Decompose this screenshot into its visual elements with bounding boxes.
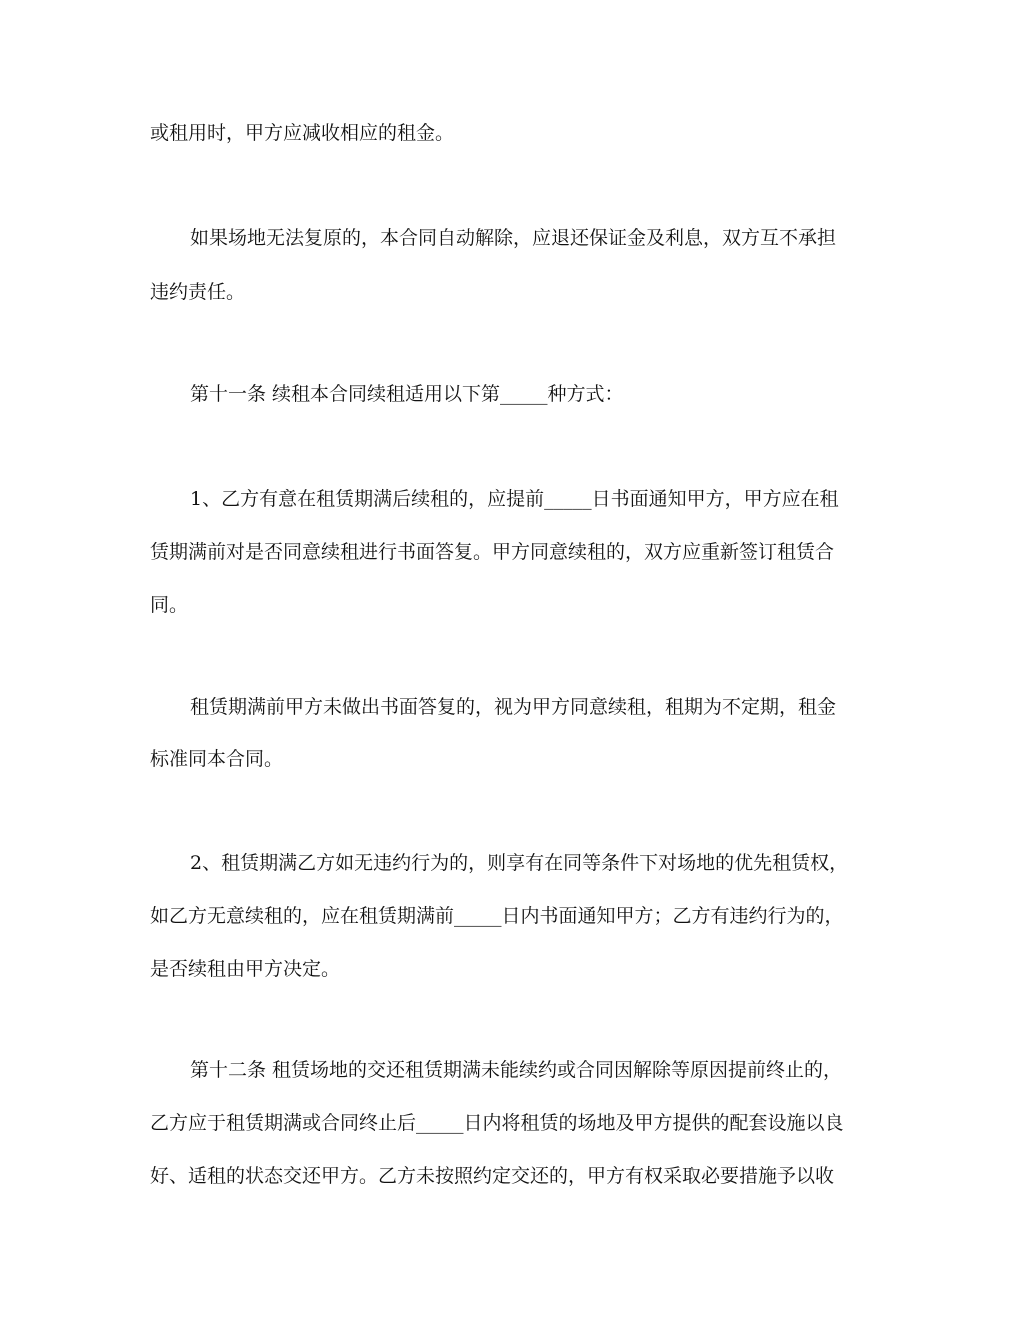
article-heading-11: 第十一条 续租本合同续租适用以下第_____种方式： [190, 383, 624, 405]
paragraph-line: 乙方应于租赁期满或合同终止后_____日内将租赁的场地及甲方提供的配套设施以良 [150, 1112, 844, 1134]
paragraph-line: 如乙方无意续租的，应在租赁期满前_____日内书面通知甲方；乙方有违约行为的， [150, 905, 844, 927]
paragraph-line: 租赁期满前甲方未做出书面答复的，视为甲方同意续租，租期为不定期，租金 [190, 696, 837, 718]
paragraph-line: 或租用时，甲方应减收相应的租金。 [150, 122, 455, 144]
paragraph-line: 好、适租的状态交还甲方。乙方未按照约定交还的，甲方有权采取必要措施予以收 [150, 1165, 835, 1187]
paragraph-line: 2、租赁期满乙方如无违约行为的，则享有在同等条件下对场地的优先租赁权， [190, 852, 849, 874]
paragraph-line: 标准同本合同。 [150, 748, 284, 770]
paragraph-line: 违约责任。 [150, 281, 246, 303]
article-heading-12: 第十二条 租赁场地的交还租赁期满未能续约或合同因解除等原因提前终止的， [190, 1059, 843, 1081]
paragraph-line: 如果场地无法复原的，本合同自动解除，应退还保证金及利息，双方互不承担 [190, 227, 837, 249]
paragraph-line: 赁期满前对是否同意续租进行书面答复。甲方同意续租的，双方应重新签订租赁合 [150, 541, 835, 563]
paragraph-line: 是否续租由甲方决定。 [150, 958, 341, 980]
paragraph-line: 1、乙方有意在租赁期满后续租的，应提前_____日书面通知甲方，甲方应在租 [190, 488, 839, 510]
paragraph-line: 同。 [150, 594, 189, 616]
